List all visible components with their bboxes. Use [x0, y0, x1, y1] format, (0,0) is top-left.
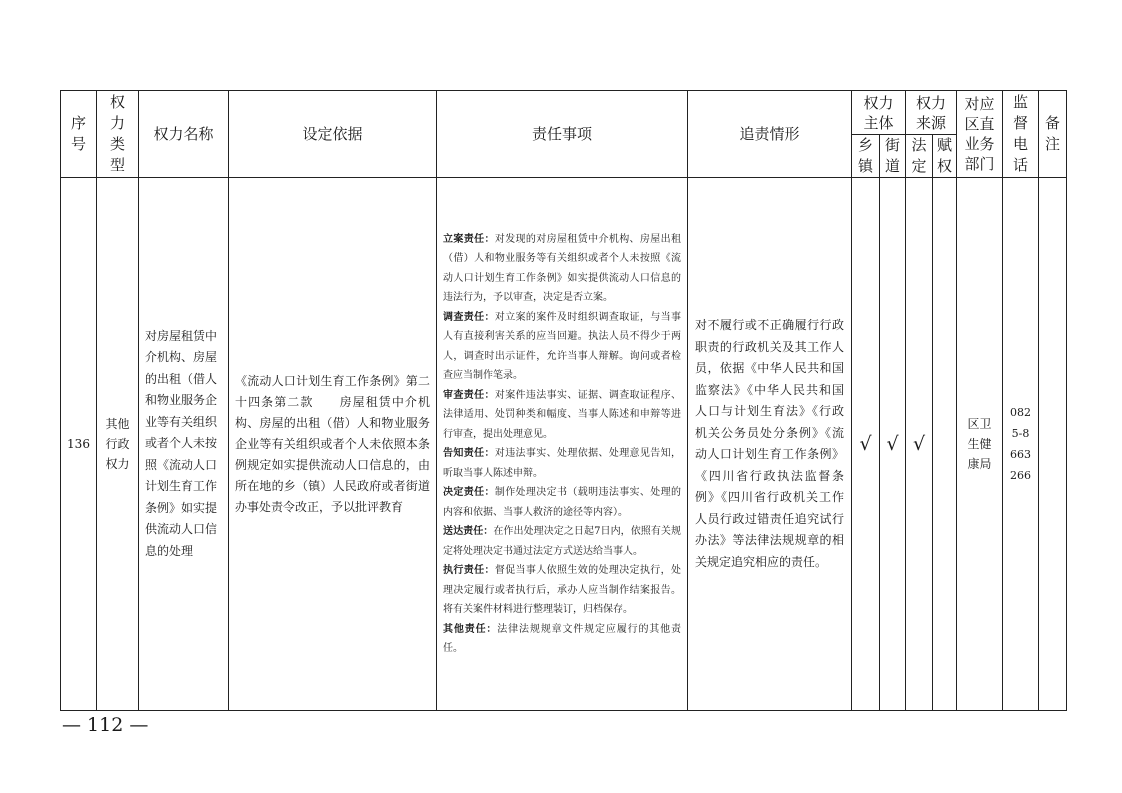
header-type: 权力类型	[97, 91, 139, 178]
cell-accountability: 对不履行或不正确履行行政职责的行政机关及其工作人员，依据《中华人民共和国监察法》《中华人民共和国人口与计划生育法》《行政机关公务员处分条例》《流动人口计划生育工作条例》《四川省行政执法监督条例》《四川省行政机关工作人员行政过错责任追究试行办法》等法律法规规章的相关规定追究相应的责任。	[688, 178, 852, 711]
page-number: — 112 —	[62, 714, 149, 736]
table-row	[61, 178, 1067, 711]
cell-basis: 《流动人口计划生育工作条例》第二十四条第二款 房屋租赁中介机构、房屋的出租（借）人和物业服务企业等有关组织或者个人未依照本条例规定如实提供流动人口信息的，由所在地的乡（镇）人民政府或者街道办事处责令改正，予以批评教育	[229, 178, 437, 711]
power-list-table	[60, 90, 1067, 711]
header-subject-street: 街道	[880, 135, 906, 178]
responsibility-item: 告知责任：对违法事实、处理依据、处理意见告知，听取当事人陈述申辩。	[443, 448, 682, 479]
cell-street-check: √	[880, 178, 906, 711]
header-seq: 序号	[61, 91, 97, 178]
responsibility-item: 其他责任：法律法规规章文件规定应履行的其他责任。	[443, 623, 682, 654]
header-source: 权力来源	[906, 91, 957, 135]
header-subject-town: 乡镇	[852, 135, 880, 178]
cell-remark	[1039, 178, 1067, 711]
header-source-legal: 法定	[906, 135, 933, 178]
cell-phone: 0825-8663266	[1003, 178, 1039, 711]
cell-dept: 区卫生健康局	[957, 178, 1003, 711]
header-dept: 对应区直业务部门	[957, 91, 1003, 178]
responsibility-item: 决定责任：制作处理决定书（载明违法事实、处理的内容和依据、当事人救济的途径等内容）。	[443, 487, 682, 518]
cell-grant-check	[933, 178, 957, 711]
cell-town-check: √	[852, 178, 880, 711]
responsibility-item: 调查责任：对立案的案件及时组织调查取证，与当事人有直接利害关系的应当回避。执法人员不得少于两人，调查时出示证件，允许当事人辩解。询问或者检查应当制作笔录。	[443, 311, 682, 381]
header-remark: 备注	[1039, 91, 1067, 178]
responsibility-item: 立案责任：对发现的对房屋租赁中介机构、房屋出租（借）人和物业服务等有关组织或者个人未按照《流动人口计划生育工作条例》如实提供流动人口信息的违法行为，予以审查，决定是否立案。	[443, 233, 682, 303]
header-name: 权力名称	[139, 91, 229, 178]
header-source-grant: 赋权	[933, 135, 957, 178]
cell-seq: 136	[61, 178, 97, 711]
cell-power-name: 对房屋租赁中介机构、房屋的出租（借人和物业服务企业等有关组织或者个人未按照《流动人口计划生育工作条例》如实提供流动人口信息的处理	[139, 178, 229, 711]
responsibility-item: 执行责任：督促当事人依照生效的处理决定执行，处理决定履行或者执行后，承办人应当制作结案报告。将有关案件材料进行整理装订，归档保存。	[443, 565, 682, 615]
header-accountability: 追责情形	[688, 91, 852, 178]
header-phone: 监督电话	[1003, 91, 1039, 178]
responsibility-item: 审查责任：对案件违法事实、证据、调查取证程序、法律适用、处罚种类和幅度、当事人陈述和申辩等进行审查，提出处理意见。	[443, 389, 682, 440]
header-responsibility: 责任事项	[437, 91, 688, 178]
cell-responsibilities	[437, 178, 688, 711]
cell-type: 其他行政权力	[97, 178, 139, 711]
header-basis: 设定依据	[229, 91, 437, 178]
responsibility-item: 送达责任：在作出处理决定之日起7日内，依照有关规定将处理决定书通过法定方式送达给当事人。	[443, 526, 681, 557]
cell-legal-check: √	[906, 178, 933, 711]
header-subject: 权力主体	[852, 91, 906, 135]
